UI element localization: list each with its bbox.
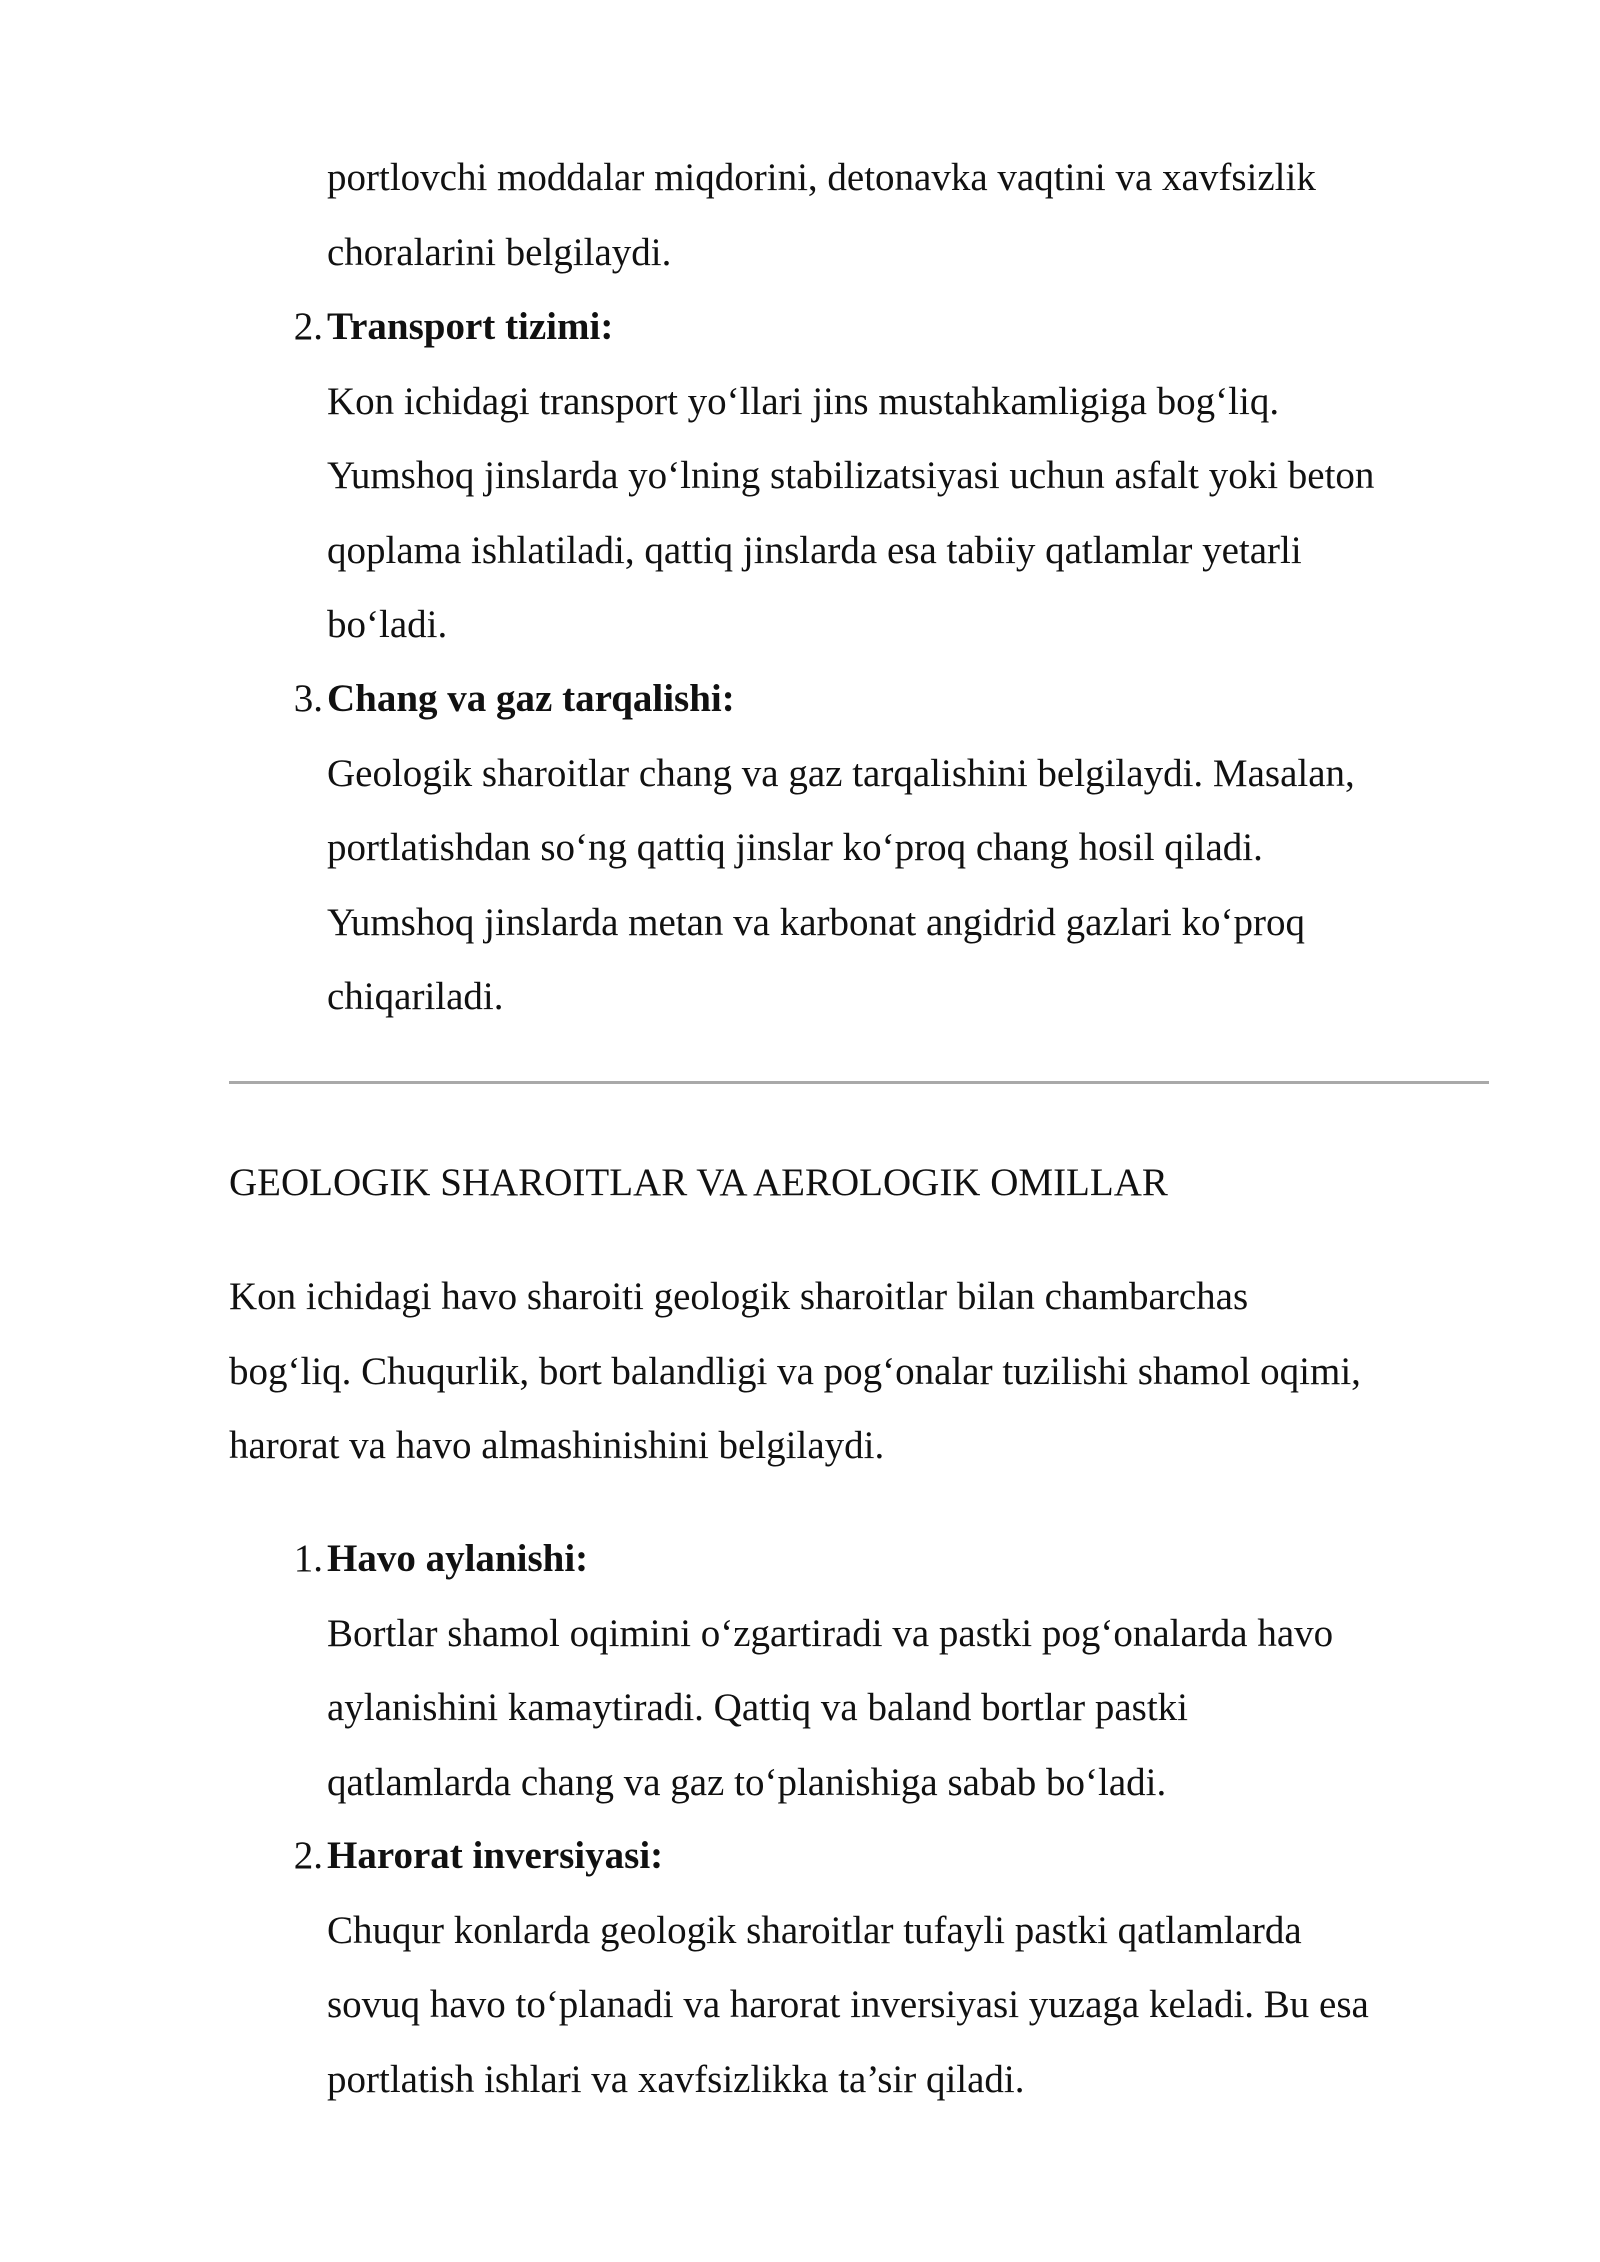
- list-item-dust-gas: [293, 662, 1507, 1035]
- list-item-line: Yumshoq jinslarda metan va karbonat angidrid gazlari ko‘proq: [327, 900, 1305, 944]
- list-item-title: Chang va gaz tarqalishi:: [327, 677, 735, 720]
- list-item-line: bo‘ladi.: [327, 603, 448, 646]
- list-item-title: Havo aylanishi:: [327, 1537, 589, 1580]
- list-item-line: Kon ichidagi transport yo‘llari jins mustahkamligiga bog‘liq.: [327, 379, 1280, 423]
- list-item-line: qatlamlarda chang va gaz to‘planishiga sabab bo‘ladi.: [327, 1760, 1167, 1804]
- list-item-title: Harorat inversiyasi:: [327, 1834, 664, 1877]
- list-item-line: Yumshoq jinslarda yo‘lning stabilizatsiyasi uchun asfalt yoki beton: [327, 454, 1375, 497]
- list-item-line: Geologik sharoitlar chang va gaz tarqalishini belgilaydi. Masalan,: [327, 751, 1355, 795]
- continuation-paragraph: [327, 141, 1507, 290]
- list-item-number: 2.: [293, 1834, 323, 1877]
- list-item-line: chiqariladi.: [327, 975, 504, 1018]
- list-item-number: 2.: [293, 305, 323, 348]
- list-item-line: Bortlar shamol oqimini o‘zgartiradi va pastki pog‘onalarda havo: [327, 1611, 1334, 1655]
- section-heading: GEOLOGIK SHAROITLAR VA AEROLOGIK OMILLAR: [229, 1161, 1168, 1204]
- paragraph-line: Kon ichidagi havo sharoiti geologik sharoitlar bilan chambarchas: [229, 1275, 1249, 1318]
- list-item-temperature-inversion: [293, 1819, 1507, 2117]
- list-item-title: Transport tizimi:: [327, 305, 614, 348]
- list-item-air-circulation: [293, 1522, 1507, 1820]
- paragraph-line: harorat va havo almashinishini belgilaydi.: [229, 1424, 885, 1467]
- list-item-number: 3.: [293, 677, 323, 720]
- list-item-line: qoplama ishlatiladi, qattiq jinslarda esa tabiiy qatlamlar yetarli: [327, 528, 1302, 572]
- list-item-line: Chuqur konlarda geologik sharoitlar tufayli pastki qatlamlarda: [327, 1908, 1302, 1952]
- section-intro-paragraph: [229, 1260, 1509, 1484]
- continuation-line: choralarini belgilaydi.: [327, 230, 672, 274]
- section-divider: [229, 1081, 1489, 1084]
- list-item-line: sovuq havo to‘planadi va harorat inversiyasi yuzaga keladi. Bu esa: [327, 1983, 1369, 2026]
- list-item-line: portlatish ishlari va xavfsizlikka ta’sir qiladi.: [327, 2057, 1025, 2101]
- paragraph-line: bog‘liq. Chuqurlik, bort balandligi va pog‘onalar tuzilishi shamol oqimi,: [229, 1349, 1361, 1393]
- list-item-line: aylanishini kamaytiradi. Qattiq va baland bortlar pastki: [327, 1686, 1189, 1729]
- list-item-number: 1.: [293, 1537, 323, 1580]
- list-item-line: portlatishdan so‘ng qattiq jinslar ko‘proq chang hosil qiladi.: [327, 826, 1263, 869]
- list-item-transport: [293, 290, 1507, 663]
- continuation-line: portlovchi moddalar miqdorini, detonavka vaqtini va xavfsizlik: [327, 156, 1316, 199]
